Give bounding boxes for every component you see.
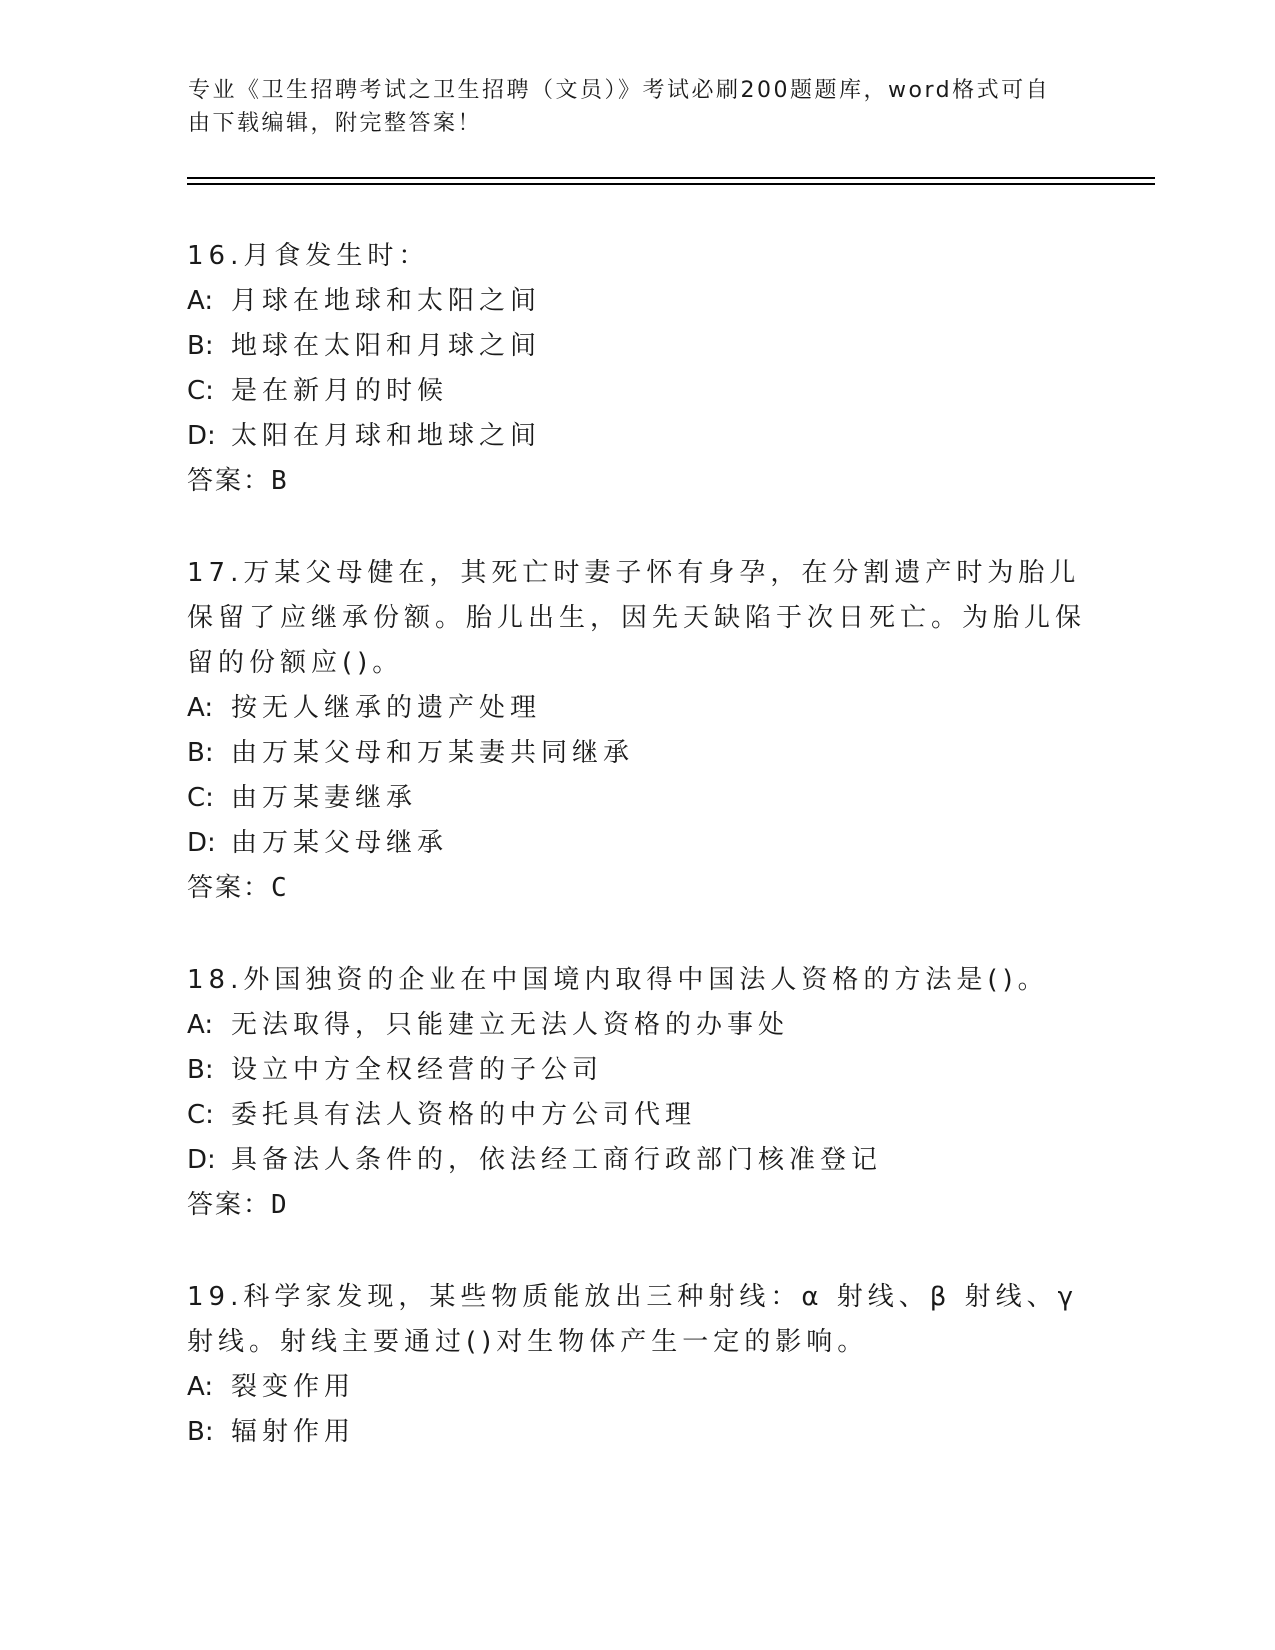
answer-value: C: [271, 873, 289, 903]
question-stem: 18.外国独资的企业在中国境内取得中国法人资格的方法是()。: [187, 965, 1049, 995]
option-text: 按无人继承的遗产处理: [231, 693, 542, 723]
option-c: [187, 776, 1087, 821]
option-d: [187, 821, 1087, 866]
question-17: [187, 551, 1087, 911]
answer-value: D: [271, 1190, 289, 1220]
option-d: [187, 1138, 1087, 1183]
answer-label: 答案：: [187, 1190, 272, 1220]
question-19: [187, 1275, 1087, 1455]
option-letter: A:: [187, 693, 214, 723]
option-text: 由万某父母和万某妻共同继承: [231, 738, 635, 768]
option-b: [187, 1048, 1087, 1093]
question-list: [187, 234, 1087, 1502]
option-a: [187, 686, 1087, 731]
option-text: 地球在太阳和月球之间: [231, 331, 542, 361]
option-letter: D:: [187, 1145, 216, 1175]
option-text: 辐射作用: [231, 1417, 356, 1447]
question-stem: 16.月食发生时：: [187, 241, 430, 271]
option-letter: C:: [187, 1100, 214, 1130]
option-text: 具备法人条件的，依法经工商行政部门核准登记: [231, 1145, 883, 1175]
option-letter: B:: [187, 738, 214, 768]
answer-line: [187, 1183, 1087, 1228]
option-a: [187, 279, 1087, 324]
question-stem: 17.万某父母健在，其死亡时妻子怀有身孕，在分割遗产时为胎儿保留了应继承份额。胎儿出生，因先天缺陷于次日死亡。为胎儿保留的份额应()。: [187, 558, 1087, 678]
option-letter: A:: [187, 1372, 214, 1402]
answer-value: B: [271, 466, 289, 496]
option-letter: C:: [187, 783, 214, 813]
question-18: [187, 958, 1087, 1228]
option-text: 月球在地球和太阳之间: [231, 286, 542, 316]
header-divider-top: [187, 177, 1155, 179]
answer-line: [187, 459, 1087, 504]
option-text: 裂变作用: [231, 1372, 356, 1402]
option-letter: B:: [187, 331, 214, 361]
option-c: [187, 1093, 1087, 1138]
answer-line: [187, 866, 1087, 911]
answer-label: 答案：: [187, 873, 272, 903]
option-text: 无法取得，只能建立无法人资格的办事处: [231, 1010, 790, 1040]
option-letter: D:: [187, 828, 216, 858]
option-b: [187, 1410, 1087, 1455]
option-text: 太阳在月球和地球之间: [231, 421, 542, 451]
option-text: 委托具有法人资格的中方公司代理: [231, 1100, 697, 1130]
option-a: [187, 1003, 1087, 1048]
option-text: 由万某妻继承: [231, 783, 418, 813]
option-c: [187, 369, 1087, 414]
option-text: 由万某父母继承: [231, 828, 449, 858]
option-letter: C:: [187, 376, 214, 406]
header-divider-bottom: [187, 183, 1155, 185]
option-text: 设立中方全权经营的子公司: [231, 1055, 604, 1085]
document-header: 专业《卫生招聘考试之卫生招聘（文员）》考试必刷200题题库，word格式可自由下载编辑，附完整答案！: [188, 78, 1051, 136]
option-a: [187, 1365, 1087, 1410]
question-stem: 19.科学家发现，某些物质能放出三种射线：α 射线、β 射线、γ 射线。射线主要通过()对生物体产生一定的影响。: [187, 1282, 1078, 1357]
option-letter: D:: [187, 421, 216, 451]
question-16: [187, 234, 1087, 504]
option-d: [187, 414, 1087, 459]
option-b: [187, 324, 1087, 369]
option-letter: B:: [187, 1417, 214, 1447]
option-letter: A:: [187, 286, 214, 316]
answer-label: 答案：: [187, 466, 272, 496]
option-letter: A:: [187, 1010, 214, 1040]
option-b: [187, 731, 1087, 776]
option-text: 是在新月的时候: [231, 376, 449, 406]
option-letter: B:: [187, 1055, 214, 1085]
